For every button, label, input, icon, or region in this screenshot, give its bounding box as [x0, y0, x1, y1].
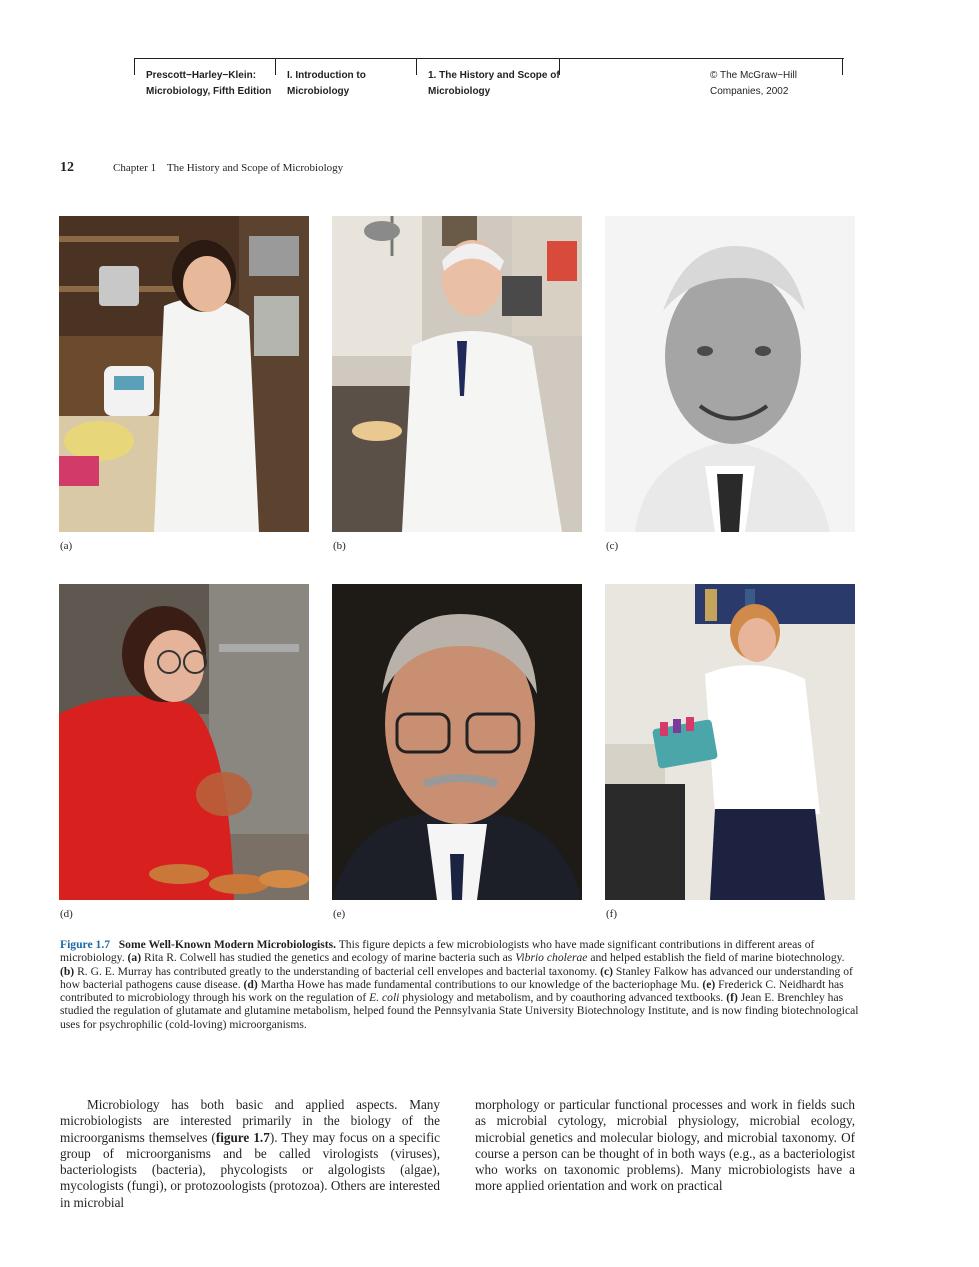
photo-label-d: (d) [60, 908, 73, 920]
caption-text-d: Martha Howe has made fundamental contributions to our knowledge of the bacteriophage Mu. [260, 977, 700, 991]
caption-key-d: (d) [243, 977, 258, 991]
caption-text-b: R. G. E. Murray has contributed greatly to the understanding of bacterial cell envelopes and bacterial taxonomy. [77, 964, 598, 978]
caption-key-a: (a) [127, 951, 142, 965]
photo-e [332, 584, 582, 900]
book-header [134, 58, 844, 99]
body-left-part1: Microbiology has both basic and applied aspects. Many microbiologists are interested primarily in the biology of the microorganisms themselves ( [60, 1097, 440, 1145]
caption-organism: E. coli [369, 991, 400, 1005]
photo-label-a: (a) [60, 540, 73, 552]
caption-text-c: Stanley Falkow has advanced our understanding of how bacterial pathogens cause disease. [60, 964, 853, 991]
header-copyright: © The McGraw−Hill Companies, 2002 [710, 70, 797, 97]
header-book-title: Prescott−Harley−Klein: Microbiology, Fifth Edition [146, 70, 272, 97]
header-chapter: 1. The History and Scope of Microbiology [428, 70, 560, 97]
caption-text-e2: physiology and metabolism, and by coauthoring advanced textbooks. [402, 991, 724, 1005]
caption-text-e: Frederick C. Neidhardt has contributed to microbiology through his work on the regulation of [60, 977, 844, 1005]
photo-d [59, 584, 309, 900]
caption-species: Vibrio cholerae [515, 951, 588, 965]
body-column-left [60, 1097, 440, 1211]
caption-text-a2: and helped establish the field of marine biotechnology. [590, 951, 845, 965]
photo-a [59, 216, 309, 532]
photo-c [605, 216, 855, 532]
photo-b [332, 216, 582, 532]
caption-text-f: Jean E. Brenchley has studied the regulation of glutamate and glutamine metabolism, helped found the Pennsylvania State University Biotechnology Institute, and is now finding biotechnological uses for psychrophilic (cold-loving) microorganisms. [60, 991, 859, 1031]
page-number: 12 [60, 160, 74, 175]
body-right-text: morphology or particular functional processes and work in fields such as microbial cytology, microbial physiology, microbial ecology, microbial genetics and molecular biology, and microbial taxonomy. Of course a person can be thought of in both ways (e.g., as a bacteriologist who works on taxonomic problems). Many microbiologists have a more applied orientation and work on practical [475, 1097, 855, 1194]
running-head: Chapter 1 The History and Scope of Microbiology [113, 162, 344, 174]
photo-label-f: (f) [606, 908, 617, 920]
photo-f [605, 584, 855, 900]
caption-key-e: (e) [702, 977, 716, 991]
header-part: I. Introduction to Microbiology [287, 70, 366, 97]
photo-label-c: (c) [606, 540, 619, 552]
caption-intro: This figure depicts a few microbiologists who have made significant contributions in different areas of microbiology. [60, 938, 815, 965]
caption-key-c: (c) [600, 964, 614, 978]
photo-label-b: (b) [333, 540, 346, 552]
header-divider [842, 59, 845, 75]
caption-key-b: (b) [60, 964, 75, 978]
body-column-right [475, 1097, 855, 1195]
caption-key-f: (f) [726, 991, 738, 1005]
figure-title: Some Well-Known Modern Microbiologists. [118, 938, 337, 951]
figure-caption [60, 938, 860, 1031]
caption-text-a: Rita R. Colwell has studied the genetics and ecology of marine bacteria such as [143, 951, 513, 965]
header-divider [559, 59, 700, 75]
figure-label: Figure 1.7 [60, 938, 111, 951]
photo-label-e: (e) [333, 908, 346, 920]
body-left-part2: ). They may focus on a specific group of microorganisms and be called virologists (viruses), bacteriologists (bacteria), phycologists or algologists (algae), mycologists (fungi), or protozoologists (protozoa). Others are interested in microbial [60, 1129, 440, 1210]
figure-reference: figure 1.7 [215, 1129, 270, 1145]
